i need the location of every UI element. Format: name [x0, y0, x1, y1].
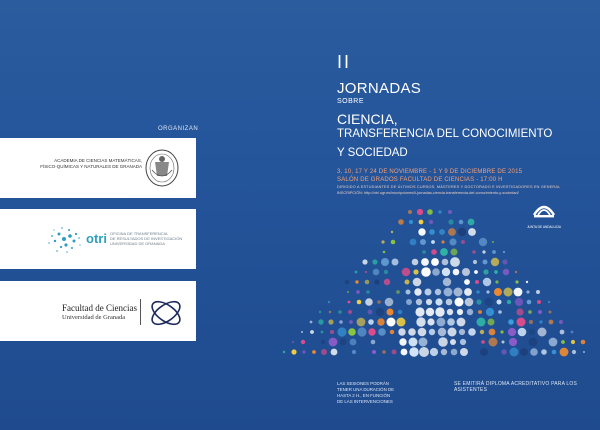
mosaic-dot	[427, 209, 433, 215]
mosaic-dot	[527, 300, 532, 305]
mosaic-dot	[426, 308, 434, 316]
mosaic-dot	[448, 328, 457, 337]
mosaic-dot	[435, 289, 441, 295]
mosaic-dot	[440, 248, 448, 256]
mosaic-dot	[468, 219, 475, 226]
mosaic-dot	[448, 219, 453, 224]
mosaic-dot	[451, 249, 458, 256]
mosaic-dot	[338, 310, 342, 314]
mosaic-dot	[549, 320, 554, 325]
mosaic-dot	[362, 259, 367, 264]
mosaic-dot	[408, 328, 416, 336]
mosaic-dot	[312, 350, 316, 354]
mosaic-dot	[415, 307, 424, 316]
mosaic-dot	[365, 298, 373, 306]
mosaic-dot	[366, 290, 370, 294]
mosaic-dot	[481, 340, 485, 344]
mosaic-dot	[474, 270, 478, 274]
mosaic-dot	[508, 328, 516, 336]
facultad-title: Facultad de Ciencias	[62, 303, 137, 313]
mosaic-dot	[446, 299, 453, 306]
mosaic-dot	[489, 329, 496, 336]
mosaic-dot	[368, 319, 374, 325]
mosaic-dot	[549, 338, 558, 347]
mosaic-dot	[355, 280, 358, 283]
mosaic-dot	[500, 330, 503, 333]
mosaic-dot	[392, 350, 397, 355]
mosaic-dot	[329, 311, 331, 313]
mosaic-dot	[431, 240, 435, 244]
mosaic-dot	[401, 349, 408, 356]
mosaic-dot	[384, 270, 388, 274]
mosaic-dot	[357, 300, 362, 305]
mosaic-dot	[480, 348, 488, 356]
mosaic-dot	[510, 348, 519, 357]
mosaic-dot	[356, 290, 360, 294]
organizan-label: ORGANIZAN	[158, 126, 199, 132]
mosaic-dot	[425, 289, 432, 296]
mosaic-dot	[301, 331, 303, 333]
mosaic-dot	[541, 349, 547, 355]
mosaic-dot	[520, 348, 528, 356]
mosaic-dot	[515, 271, 517, 273]
mosaic-dot	[429, 229, 435, 235]
mosaic-dot	[417, 209, 423, 215]
mosaic-dot	[571, 340, 575, 344]
mosaic-dot	[465, 298, 474, 307]
mosaic-dot	[418, 228, 425, 235]
mosaic-dot	[438, 210, 441, 213]
mosaic-dot	[418, 328, 427, 337]
mosaic-dot	[392, 259, 399, 266]
mosaic-dot	[429, 329, 435, 335]
mosaic-dot	[560, 330, 565, 335]
event-place: SALÓN DE GRADOS FACULTAD DE CIENCIAS - 17:00 H	[337, 176, 503, 183]
mosaic-dot	[448, 210, 452, 214]
mosaic-dot	[485, 298, 494, 307]
mosaic-dot	[455, 298, 464, 307]
mosaic-dot	[381, 240, 384, 243]
mosaic-dot	[539, 320, 542, 323]
diploma-note: SE EMITIRÁ DIPLOMA ACREDITATIVO PARA LOS ASISTENTES	[454, 381, 578, 393]
mosaic-dot	[416, 317, 425, 326]
mosaic-dot	[357, 318, 366, 327]
mosaic-dot	[318, 319, 323, 324]
mosaic-dot	[435, 298, 442, 305]
mosaic-dot	[468, 228, 476, 236]
mosaic-dot	[502, 341, 505, 344]
mosaic-dot	[447, 318, 455, 326]
mosaic-dot	[291, 349, 296, 354]
mosaic-dot	[348, 301, 351, 304]
mosaic-dot	[430, 348, 438, 356]
mosaic-dot	[453, 269, 460, 276]
mosaic-dot	[517, 318, 526, 327]
mosaic-dot	[421, 267, 431, 277]
mosaic-dot	[495, 280, 498, 283]
mosaic-dot	[476, 299, 481, 304]
mosaic-dot	[529, 338, 538, 347]
mosaic-dot	[321, 349, 327, 355]
mosaic-dot	[405, 280, 410, 285]
mosaic-dot	[503, 251, 505, 253]
otri-wordmark: otri	[86, 231, 107, 246]
mosaic-dot	[467, 309, 473, 315]
mosaic-dot	[348, 310, 352, 314]
mosaic-dot	[504, 288, 513, 297]
mosaic-dot	[387, 318, 396, 327]
mosaic-dot	[419, 338, 428, 347]
mosaic-dot	[459, 220, 464, 225]
mosaic-dot	[494, 288, 502, 296]
mosaic-dot	[476, 290, 479, 293]
mosaic-dot	[437, 318, 446, 327]
mosaic-dot	[414, 288, 421, 295]
mosaic-dot	[365, 280, 370, 285]
mosaic-dot	[502, 259, 507, 264]
mosaic-dot	[473, 260, 477, 264]
mosaic-dot	[372, 350, 376, 354]
mosaic-dot	[464, 288, 472, 296]
mosaic-dot	[501, 349, 506, 354]
mosaic-dot	[301, 340, 305, 344]
mosaic-dot	[548, 301, 550, 303]
mosaic-dot	[419, 347, 429, 357]
mosaic-dot	[373, 269, 380, 276]
mosaic-dot	[441, 349, 447, 355]
mosaic-dot	[345, 280, 350, 285]
mosaic-dot	[458, 228, 466, 236]
mosaic-dot	[583, 351, 585, 353]
mosaic-dot	[378, 328, 386, 336]
mosaic-dot	[507, 300, 511, 304]
event-dates: 3, 10, 17 Y 24 DE NOVIEMBRE - 1 Y 9 DE DICIEMBRE DE 2015	[337, 169, 523, 175]
mosaic-dot	[478, 310, 482, 314]
mosaic-dot	[331, 349, 338, 356]
mosaic-dot	[339, 320, 343, 324]
mosaic-dot	[477, 318, 486, 327]
mosaic-dot	[491, 258, 499, 266]
mosaic-dot	[382, 350, 386, 354]
mosaic-dot	[391, 231, 393, 233]
mosaic-dot	[413, 269, 418, 274]
mosaic-dot	[450, 339, 456, 345]
mosaic-dot	[337, 327, 346, 336]
mosaic-dot	[441, 240, 444, 243]
mosaic-dot	[422, 250, 426, 254]
mosaic-dot	[479, 238, 487, 246]
sessions-note: LAS SESIONES PODRÁN TENER UNA DURACIÓN DE HASTA 2 H., EN FUNCIÓN DE LAS INTERVENCIONES	[337, 381, 395, 404]
mosaic-dot	[329, 338, 338, 347]
event-title: JORNADAS	[337, 80, 422, 97]
mosaic-dot	[399, 338, 406, 345]
mosaic-dot	[480, 330, 484, 334]
mosaic-dot	[488, 319, 495, 326]
mosaic-dot	[529, 329, 535, 335]
mosaic-dot	[419, 220, 424, 225]
mosaic-dot	[302, 350, 305, 353]
mosaic-dot	[385, 298, 394, 307]
mosaic-dot	[438, 328, 446, 336]
mosaic-dot	[328, 319, 333, 324]
mosaic-dot	[460, 348, 468, 356]
mosaic-dot	[483, 269, 488, 274]
mosaic-dot	[283, 351, 285, 353]
mosaic-dot	[439, 229, 445, 235]
mosaic-dot	[498, 310, 502, 314]
mosaic-dot	[348, 328, 356, 336]
mosaic-dot	[406, 299, 412, 305]
mosaic-dot	[396, 290, 400, 294]
mosaic-dot	[413, 278, 422, 287]
mosaic-dot	[518, 328, 527, 337]
mosaic-dot	[538, 310, 542, 314]
mosaic-dot	[438, 337, 448, 347]
mosaic-dot	[330, 330, 334, 334]
topic-sociedad: Y SOCIEDAD	[337, 147, 408, 159]
mosaic-dot	[383, 251, 386, 254]
mosaic-dot	[321, 331, 324, 334]
mosaic-dot	[447, 309, 453, 315]
mosaic-dot	[530, 348, 538, 356]
mosaic-dot	[526, 290, 529, 293]
event-audience: DIRIGIDO A ESTUDIANTES DE ÚLTIMOS CURSOS, MÁSTERES Y DOCTORADO E INVESTIGADORES EN GENERAL	[337, 184, 561, 189]
mosaic-dot	[350, 339, 357, 346]
mosaic-dot	[528, 310, 532, 314]
mosaic-dot	[460, 339, 466, 345]
mosaic-dot	[483, 278, 491, 286]
mosaic-dot	[448, 228, 456, 236]
mosaic-dot	[483, 260, 488, 265]
mosaic-dot	[347, 291, 349, 293]
mosaic-dot	[581, 340, 586, 345]
mosaic-dot	[376, 308, 384, 316]
facultad-subtitle: Universidad de Granada	[62, 314, 126, 321]
mosaic-dot	[461, 240, 465, 244]
mosaic-dot	[435, 307, 444, 316]
mosaic-dot	[560, 348, 569, 357]
mosaic-dot	[377, 318, 384, 325]
mosaic-dot	[497, 300, 502, 305]
mosaic-dot	[454, 288, 463, 297]
mosaic-dot	[482, 250, 485, 253]
mosaic-dot	[398, 310, 403, 315]
mosaic-dot	[410, 239, 417, 246]
mosaic-dot	[571, 331, 574, 334]
mosaic-dot	[472, 250, 476, 254]
mosaic-dot	[462, 268, 470, 276]
mosaic-dot	[420, 239, 426, 245]
mosaic-dot	[427, 318, 434, 325]
mosaic-dot	[412, 259, 419, 266]
mosaic-dot	[536, 290, 540, 294]
mosaic-dot	[515, 280, 518, 283]
mosaic-dot	[494, 270, 498, 274]
mosaic-dot	[352, 350, 356, 354]
mosaic-dot	[387, 309, 394, 316]
mosaic-dot	[391, 240, 396, 245]
mosaic-dot	[406, 290, 411, 295]
mosaic-dot	[509, 338, 517, 346]
mosaic-dot	[464, 279, 470, 285]
mosaic-dot	[475, 280, 479, 284]
mosaic-dot	[486, 290, 489, 293]
mosaic-dot	[489, 338, 498, 347]
otri-description: OFICINA DE TRANSFERENCIA DE RESULTADOS DE INVESTIGACIÓN UNIVERSIDAD DE GRANADA	[110, 231, 183, 246]
mosaic-dot	[459, 329, 465, 335]
mosaic-dot	[310, 321, 313, 324]
junta-andalucia-logo: JUNTA DE ANDALUCIA	[524, 197, 564, 229]
mosaic-dot	[508, 319, 514, 325]
mosaic-dot	[492, 250, 496, 254]
mosaic-dot	[514, 288, 523, 297]
mosaic-dot	[377, 300, 381, 304]
mosaic-dot	[397, 318, 406, 327]
academia-name: ACADEMIA DE CIENCIAS MATEMÁTICAS, FÍSICO-QUÍMICAS Y NATURALES DE GRANADA	[40, 158, 142, 169]
event-sobre: SOBRE	[337, 98, 365, 105]
mosaic-dot	[572, 350, 576, 354]
mosaic-dot	[549, 311, 552, 314]
topic-transferencia: TRANSFERENCIA DEL CONOCIMIENTO	[337, 128, 553, 140]
mosaic-dot	[292, 341, 294, 343]
mosaic-dot	[492, 241, 494, 243]
mosaic-dot	[402, 268, 410, 276]
mosaic-dot	[537, 300, 541, 304]
mosaic-dot	[374, 279, 379, 284]
mosaic-dot	[429, 220, 433, 224]
edition-number: II	[337, 52, 352, 72]
mosaic-dot	[416, 299, 422, 305]
mosaic-dot	[357, 327, 366, 336]
mosaic-dot	[457, 309, 463, 315]
mosaic-dot	[442, 268, 450, 276]
mosaic-dot	[457, 318, 466, 327]
mosaic-dot	[310, 330, 314, 334]
mosaic-dot	[538, 328, 547, 337]
mosaic-dot	[486, 308, 494, 316]
mosaic-dot	[450, 257, 460, 267]
mosaic-dot	[328, 301, 330, 303]
mosaic-dot	[408, 210, 412, 214]
mosaic-dot	[442, 259, 449, 266]
mosaic-dot	[365, 271, 367, 273]
mosaic-dot	[409, 347, 418, 356]
mosaic-dot	[355, 271, 358, 274]
topic-ciencia: CIENCIA,	[337, 111, 398, 127]
mosaic-dot	[321, 340, 325, 344]
event-inscription-link[interactable]: INSCRIPCIÓN: http://otri.ugr.es/inscripciones/ii-jornadas-ciencia-transferencia-del-conocimiento-y-sociedad/	[337, 190, 519, 195]
mosaic-dot	[340, 339, 347, 346]
mosaic-dot	[398, 219, 404, 225]
mosaic-dot	[515, 298, 523, 306]
mosaic-dot	[368, 328, 375, 335]
mosaic-dot	[390, 330, 394, 334]
mosaic-dot	[398, 328, 405, 335]
mosaic-dot	[529, 320, 533, 324]
mosaic-dot	[409, 338, 418, 347]
mosaic-dot	[444, 288, 453, 297]
mosaic-dot	[526, 281, 528, 283]
mosaic-dot	[431, 258, 439, 266]
mosaic-dot	[421, 258, 429, 266]
mosaic-dot	[432, 268, 440, 276]
mosaic-dot	[443, 278, 451, 286]
mosaic-dot	[426, 299, 432, 305]
mosaic-dot	[431, 249, 437, 255]
mosaic-dot	[319, 311, 321, 313]
mosaic-dot	[468, 328, 476, 336]
mosaic-dot	[516, 308, 523, 315]
mosaic-dot	[409, 220, 413, 224]
mosaic-dot	[559, 320, 563, 324]
mosaic-dot	[371, 340, 376, 345]
mosaic-dot	[372, 259, 377, 264]
mosaic-dot	[381, 258, 389, 266]
mosaic-dot	[561, 340, 565, 344]
mosaic-dot	[384, 279, 390, 285]
mosaic-dot	[368, 310, 373, 315]
mosaic-dot	[349, 320, 353, 324]
mosaic-dot	[552, 350, 557, 355]
mosaic-dot	[503, 269, 509, 275]
mosaic-dot	[451, 349, 458, 356]
mosaic-dot	[449, 238, 456, 245]
